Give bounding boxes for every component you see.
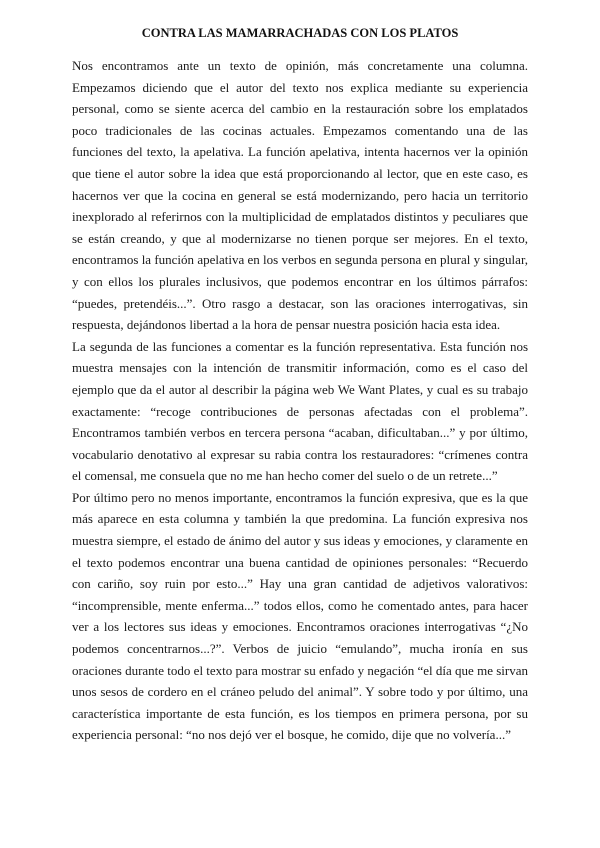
paragraph-apelativa: Nos encontramos ante un texto de opinión, más concretamente una columna. Empezamos diciendo que el autor del texto nos explica mediante su experiencia personal, como se siente acerca del cambio en la restauración sobre los emplatados poco tradicionales de las cocinas actuales. Empezamos comentando una de las funciones del texto, la apelativa. La función apelativa, intenta hacernos ver la opinión que tiene el autor sobre la idea que está proporcionando al lector, que en este caso, es hacernos ver que la cocina en general se está modernizando, pero hacia un territorio inexplorado al referirnos con la multiplicidad de emplatados distintos y peculiares que se están creando, y que al modernizarse no tienen porque ser mejores. En el texto, encontramos la función apelativa en los verbos en segunda persona en plural y singular, y con ellos los plurales inclusivos, que podemos encontrar en los últimos párrafos: “puedes, pretendéis...”. Otro rasgo a destacar, son las oraciones interrogativas, sin respuesta, dejándonos libertad a la hora de pensar nuestra posición hacia esta idea. bbox=[72, 58, 528, 333]
paragraph-representativa: La segunda de las funciones a comentar es la función representativa. Esta función nos muestra mensajes con la intención de transmitir información, como es el caso del ejemplo que da el autor al describir la página web We Want Plates, y cual es su trabajo exactamente: “recoge contribuciones de personas afectadas con el problema”. Encontramos también verbos en tercera persona “acaban, dificultaban...” y por último, vocabulario denotativo al expresar su rabia contra los restauradores: “crímenes contra el comensal, me consuela que no me han hecho comer del suelo o de un retrete...” bbox=[72, 338, 528, 484]
paragraph-expresiva: Por último pero no menos importante, encontramos la función expresiva, que es la que más aparece en esta columna y también la que predomina. La función expresiva nos muestra siempre, el estado de ánimo del autor y sus ideas y emociones, y claramente en el texto podemos encontrar una buena cantidad de opiniones personales: “Recuerdo con cariño, soy ruin por esto...” Hay una gran cantidad de adjetivos valorativos: “incomprensible, mente enferma...” todos ellos, como he comentado antes, para hacer ver a los lectores sus ideas y emociones. Encontramos oraciones interrogativas “¿No podemos concentrarnos...?”. Verbos de juicio “emulando”, mucha ironía en sus oraciones durante todo el texto para mostrar su enfado y negación “el día que me sirvan unos sesos de cordero en el cráneo peludo del animal”. Y sobre todo y por último, una característica importante de esta función, es los tiempos en primera persona, por su experiencia personal: “no nos dejó ver el bosque, he comido, dije que no volvería...” bbox=[72, 489, 528, 743]
document-body bbox=[72, 55, 528, 746]
page-title: CONTRA LAS MAMARRACHADAS CON LOS PLATOS bbox=[141, 26, 459, 40]
